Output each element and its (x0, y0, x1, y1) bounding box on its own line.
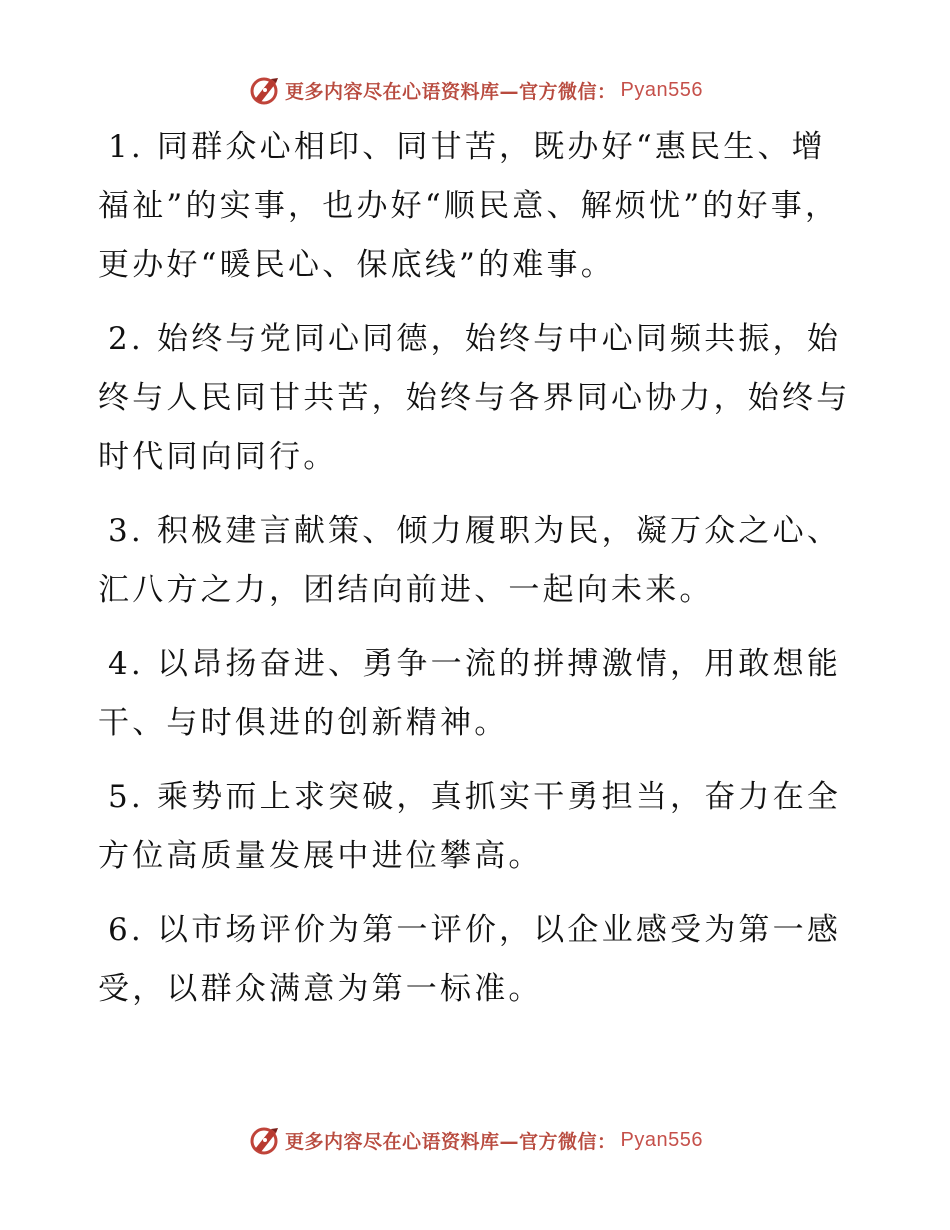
pen-nib-logo-icon (247, 73, 281, 107)
list-item: 5. 乘势而上求突破，真抓实干勇担当，奋力在全方位高质量发展中进位攀高。 (98, 779, 842, 874)
footer-banner (0, 1120, 950, 1160)
pen-nib-logo-icon (247, 1123, 281, 1157)
list-item: 3. 积极建言献策、倾力履职为民，凝万众之心、汇八方之力，团结向前进、一起向未来。 (98, 513, 842, 608)
list-item: 4. 以昂扬奋进、勇争一流的拼搏激情，用敢想能干、与时俱进的创新精神。 (98, 646, 842, 741)
list-item: 6. 以市场评价为第一评价，以企业感受为第一感受，以群众满意为第一标准。 (98, 912, 842, 1007)
list-item: 1. 同群众心相印、同甘苦，既办好“惠民生、增福祉”的实事，也办好“顺民意、解烦忧”的好事，更办好“暖民心、保底线”的难事。 (98, 129, 840, 283)
document-body (98, 118, 858, 1034)
footer-wechat-id: Pyan556 (620, 1128, 703, 1151)
header-banner (0, 70, 950, 110)
list-item: 2. 始终与党同心同德，始终与中心同频共振，始终与人民同甘共苦，始终与各界同心协力，始终与时代同向同行。 (98, 321, 851, 475)
header-banner-text: 更多内容尽在心语资料库—官方微信： (285, 80, 617, 103)
header-wechat-id: Pyan556 (620, 78, 703, 101)
footer-banner-text: 更多内容尽在心语资料库—官方微信： (285, 1130, 617, 1153)
